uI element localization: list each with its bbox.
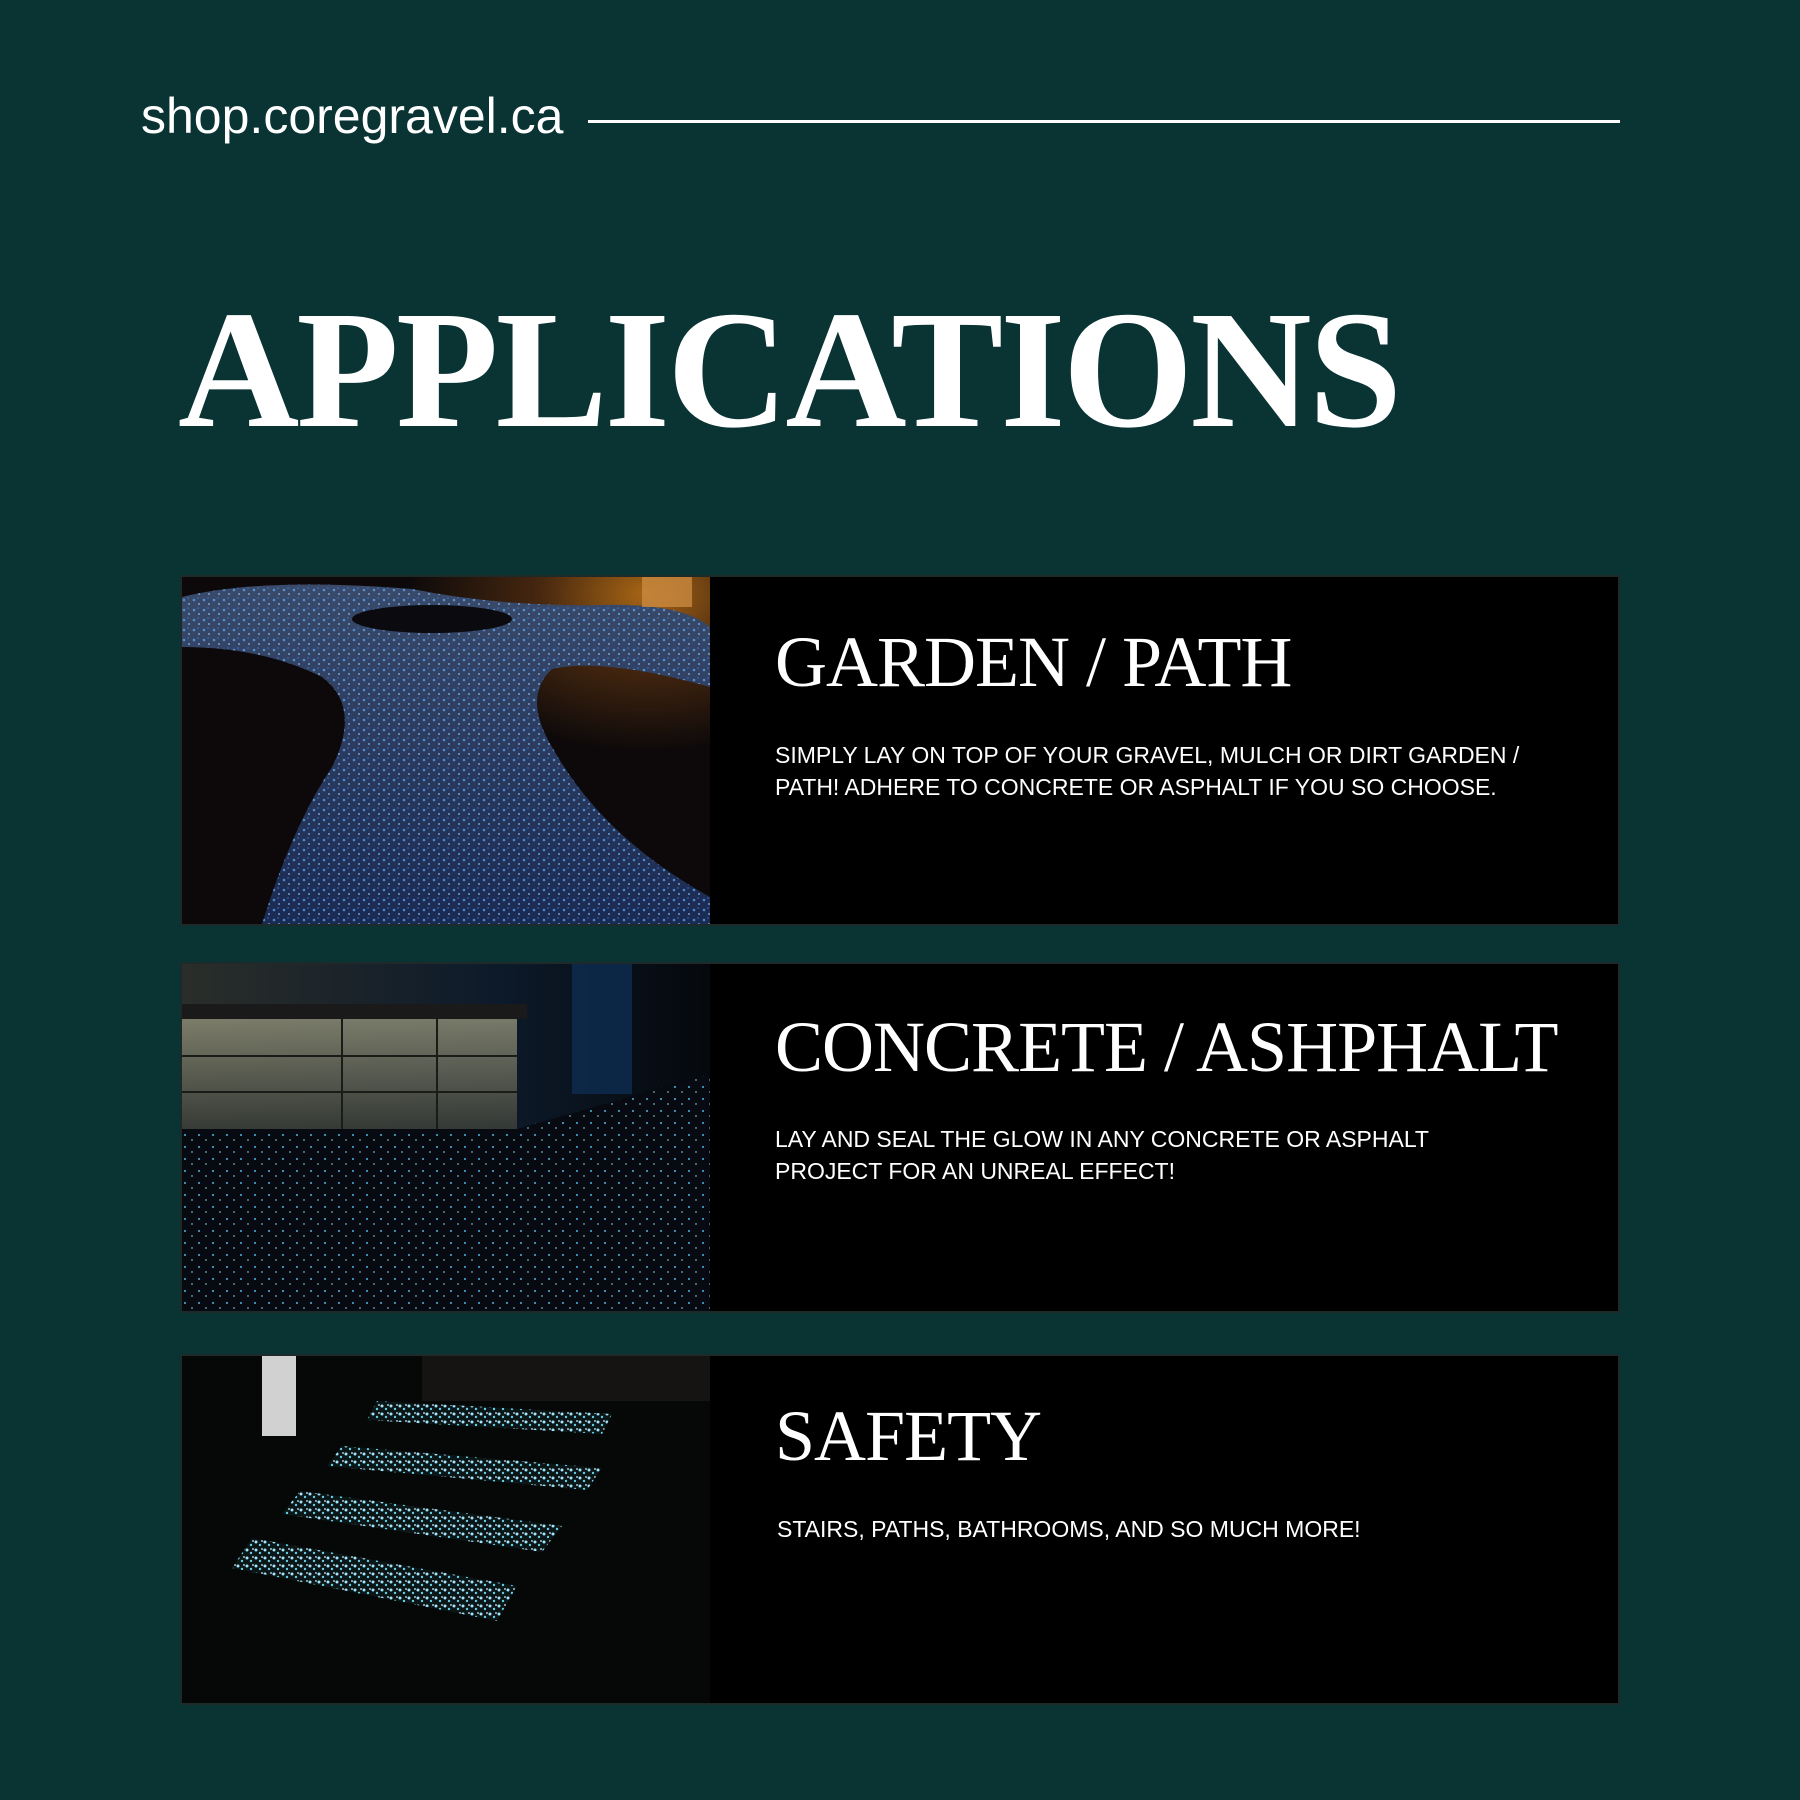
site-url: shop.coregravel.ca (141, 88, 564, 144)
header-divider (588, 120, 1620, 123)
card-description: SIMPLY LAY ON TOP OF YOUR GRAVEL, MULCH OR DIRT GARDEN / PATH! ADHERE TO CONCRETE OR ASPHALT IF YOU SO CHOOSE. (775, 742, 1520, 800)
card-heading: SAFETY (775, 1396, 1042, 1476)
card-heading: GARDEN / PATH (775, 622, 1292, 702)
garden-path-photo (182, 577, 710, 924)
application-card-concrete-asphalt (180, 962, 1620, 1313)
card-description: LAY AND SEAL THE GLOW IN ANY CONCRETE OR ASPHALT PROJECT FOR AN UNREAL EFFECT! (775, 1126, 1429, 1184)
card-description: STAIRS, PATHS, BATHROOMS, AND SO MUCH MORE! (777, 1516, 1361, 1542)
page-title: APPLICATIONS (178, 277, 1400, 463)
application-card-safety (180, 1354, 1620, 1705)
application-card-garden-path (180, 575, 1620, 926)
concrete-floor-photo (182, 964, 710, 1311)
glowing-stairs-photo (182, 1356, 710, 1703)
card-heading: CONCRETE / ASHPHALT (775, 1007, 1558, 1087)
